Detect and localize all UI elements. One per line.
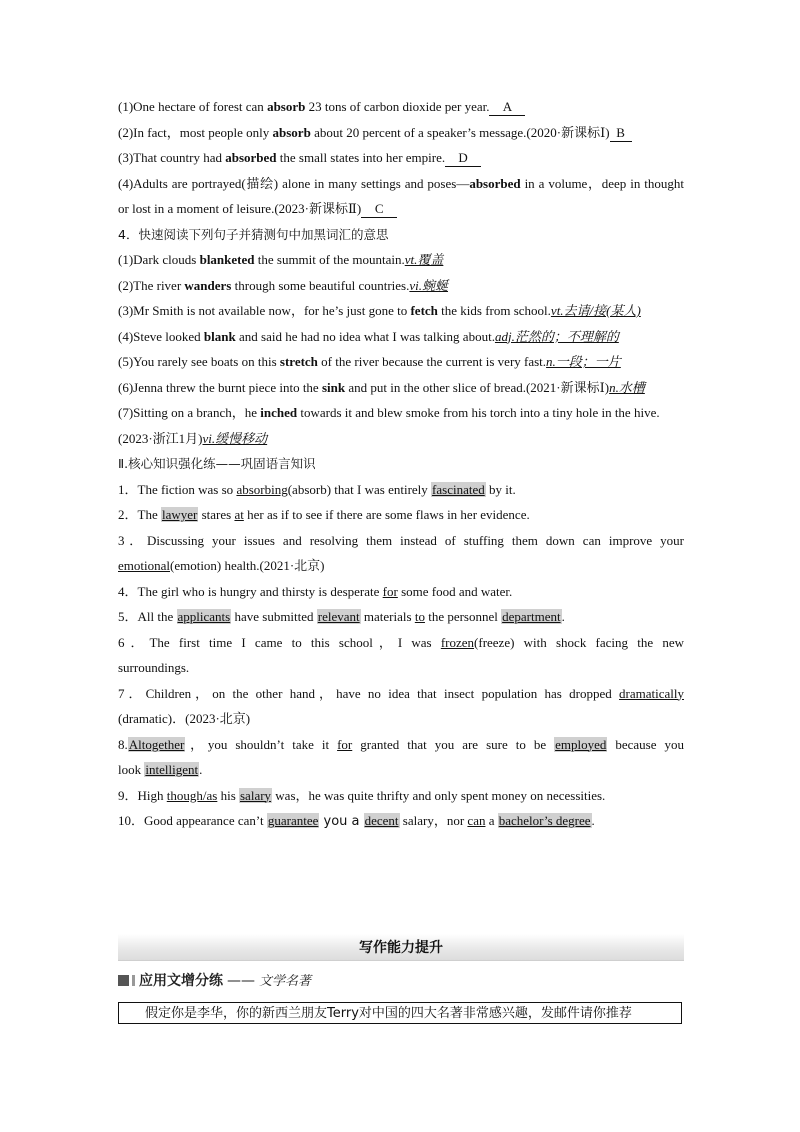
vocab-item-1 [118,247,684,273]
vocab-item-7 [118,400,684,451]
sentence-text: 8. [118,736,128,752]
sentence-text: 5．All the [118,609,177,624]
highlighted-answer: applicants [177,609,231,624]
sentence-text: 7．Children，on the other hand，have no idea that insect population has dropped [118,685,620,701]
practice-item-6-line-1 [118,630,684,656]
highlighted-answer: department [502,609,561,624]
sentence-text: the personnel [424,609,502,624]
bar-bullet-icon [132,975,135,986]
answer-word: at [234,507,244,522]
answer-word: for [337,736,353,752]
practice-item-2 [118,502,684,528]
sentence-text: his [217,787,239,803]
sentence-text: through some beautiful countries. [231,277,410,293]
sentence-text: some food and water. [397,583,513,599]
keyword: sink [321,379,346,395]
item-1 [118,94,684,120]
sentence-text: 10．Good appearance can’t [118,813,267,828]
square-bullet-icon [118,975,129,986]
answer-word: dramatically [619,685,684,701]
sentence-text: 2．The [118,507,161,522]
sub-heading-dash: —— [227,973,255,989]
sentence-text: (4)Adults are portrayed(描绘) alone in many settings and poses— [118,175,470,191]
sentence-text: have submitted [231,609,317,624]
practice-item-5 [118,604,684,630]
practice-item-3-line-2 [118,553,684,579]
practice-item-3-line-1: 3．Discussing your issues and resolving them instead of stuffing them down can improve your [118,532,684,548]
sentence-text: and put in the other slice of bread.(2021·新课标Ⅰ) [345,379,610,395]
keyword: absorb [272,124,311,140]
sentence-text: . [591,813,595,828]
answer-word: for [382,583,398,599]
highlighted-answer: Altogether [128,736,185,752]
sub-heading [118,970,684,992]
keyword: blank [203,328,236,344]
highlighted-answer: lawyer [161,507,198,522]
meaning-answer: n.一段；一片 [546,354,621,369]
sentence-text: . [199,762,203,777]
practice-item-8-line-2 [118,757,684,783]
sentence-text: (7)Sitting on a branch，he [118,405,261,420]
highlighted-answer: employed [555,736,607,752]
practice-item-7-line-1 [118,681,684,707]
answer-word: absorbing [236,481,288,497]
sentence-text: materials [360,609,415,624]
keyword: inched [260,405,298,420]
vocab-item-5 [118,349,684,375]
sentence-text: salary，nor [399,813,468,828]
sentence-text: the small states into her empire. [276,150,446,165]
practice-item-10 [118,808,684,835]
sentence-text: about 20 percent of a speaker’s message.(2020·新课标Ⅰ) [310,124,610,140]
sentence-text: 23 tons of carbon dioxide per year. [305,99,490,114]
sentence-text: (1)Dark clouds [118,252,200,267]
sentence-text: (3)That country had [118,150,226,165]
meaning-answer: vi.蜿蜒 [409,277,449,293]
section-banner [118,934,684,961]
exercise-content [118,94,684,835]
highlighted-answer: relevant [317,609,360,624]
sentence-text: the kids from school. [437,303,551,318]
section-banner-title: 写作能力提升 [359,940,443,956]
practice-item-4 [118,579,684,605]
sentence-text: (6)Jenna threw the burnt piece into the [118,379,322,395]
answer-blank: C [361,201,397,218]
vocab-item-6 [118,375,684,401]
highlighted-answer: bachelor’s degree [498,813,591,828]
keyword: absorb [267,99,306,114]
sentence-text: (2)In fact，most people only [118,124,273,140]
meaning-answer: vi.缓慢移动 [202,430,268,446]
answer-word: emotional [118,558,170,573]
keyword: blanketed [199,252,255,267]
sentence-text: (absorb) that I was entirely [287,481,432,497]
highlighted-answer: intelligent [145,762,199,777]
keyword: stretch [279,354,318,369]
section-2-title: Ⅱ.核心知识强化练——巩固语言知识 [118,456,316,471]
sentence-text: (1)One hectare of forest can [118,99,268,114]
sentence-text: (freeze) with shock facing the new [474,634,685,650]
item-2 [118,120,684,146]
sentence-text: granted that you are sure to be [352,736,555,752]
sentence-text: in a volume，deep in thought or lost in a moment of leisure.(2023·新课标Ⅱ) [118,175,684,216]
sentence-text: was，he was quite thrifty and only spent money on necessities. [272,787,606,803]
meaning-answer: n.水槽 [609,379,645,395]
sentence-text: ，you shouldn’t take it [185,736,338,752]
sentence-text: (emotion) health.(2021·北京) [170,558,325,573]
sentence-text: because you [607,736,685,752]
item-3 [118,145,684,171]
sentence-text: look [118,762,145,777]
sentence-text: you a [319,814,364,829]
vocab-item-3 [118,298,684,324]
sentence-text: (2)The river [118,277,185,293]
sentence-text: 9．High [118,787,167,803]
writing-task-box [118,1002,682,1024]
answer-word: frozen [440,634,475,650]
sentence-text: . [561,609,565,624]
vocab-item-4 [118,324,684,350]
sentence-text: stares [198,507,235,522]
sentence-text: of the river because the current is very fast. [317,354,547,369]
sentence-text: and said he had no idea what I was talking about. [235,328,495,344]
sub-heading-label: 应用文增分练 [139,973,223,989]
keyword: fetch [410,303,438,318]
sentence-text: (3)Mr Smith is not available now，for he’s just gone to [118,303,411,318]
sentence-text: by it. [485,481,516,497]
practice-item-1 [118,477,684,503]
highlighted-answer: guarantee [267,813,319,828]
section-4-title: 4．快速阅读下列句子并猜测句中加黑词汇的意思 [118,226,389,242]
keyword: absorbed [469,175,521,191]
answer-blank: A [489,99,525,116]
answer-word: though/as [166,787,218,803]
practice-item-6-line-2: surroundings. [118,660,190,675]
answer-word: can [467,813,486,828]
practice-item-8-line-1 [118,732,684,758]
sentence-text: the summit of the mountain. [254,252,405,267]
sentence-text: her as if to see if there are some flaws in her evidence. [243,507,530,522]
meaning-answer: vt.去请/接(某人) [550,303,641,318]
practice-item-9 [118,783,684,809]
highlighted-answer: fascinated [432,481,485,497]
answer-blank: D [445,150,481,167]
vocab-item-2 [118,273,684,299]
keyword: wanders [184,277,232,293]
keyword: absorbed [225,150,277,165]
sentence-text: 4．The girl who is hungry and thirsty is desperate [118,583,383,599]
item-4 [118,171,684,222]
sentence-text: towards it and blew smoke from his torch into a tiny hole in the hive.(2023·浙江1月) [118,405,660,446]
sentence-text: a [485,813,498,828]
sub-heading-topic: 文学名著 [259,974,312,989]
sentence-text: (5)You rarely see boats on this [118,354,280,369]
meaning-answer: adj.茫然的；不理解的 [494,328,619,344]
sentence-text: 1．The fiction was so [118,481,237,497]
highlighted-answer: decent [364,813,399,828]
answer-word: to [414,609,425,624]
writing-task-text: 假定你是李华，你的新西兰朋友Terry对中国的四大名著非常感兴趣，发邮件请你推荐 [145,1006,632,1021]
answer-blank: B [610,125,632,142]
sentence-text: 6．The first time I came to this school，I was [118,634,441,650]
meaning-answer: vt.覆盖 [404,252,444,267]
practice-item-7-line-2: (dramatic)．(2023·北京) [118,711,251,726]
highlighted-answer: salary [240,787,272,803]
sentence-text: (4)Steve looked [118,328,204,344]
